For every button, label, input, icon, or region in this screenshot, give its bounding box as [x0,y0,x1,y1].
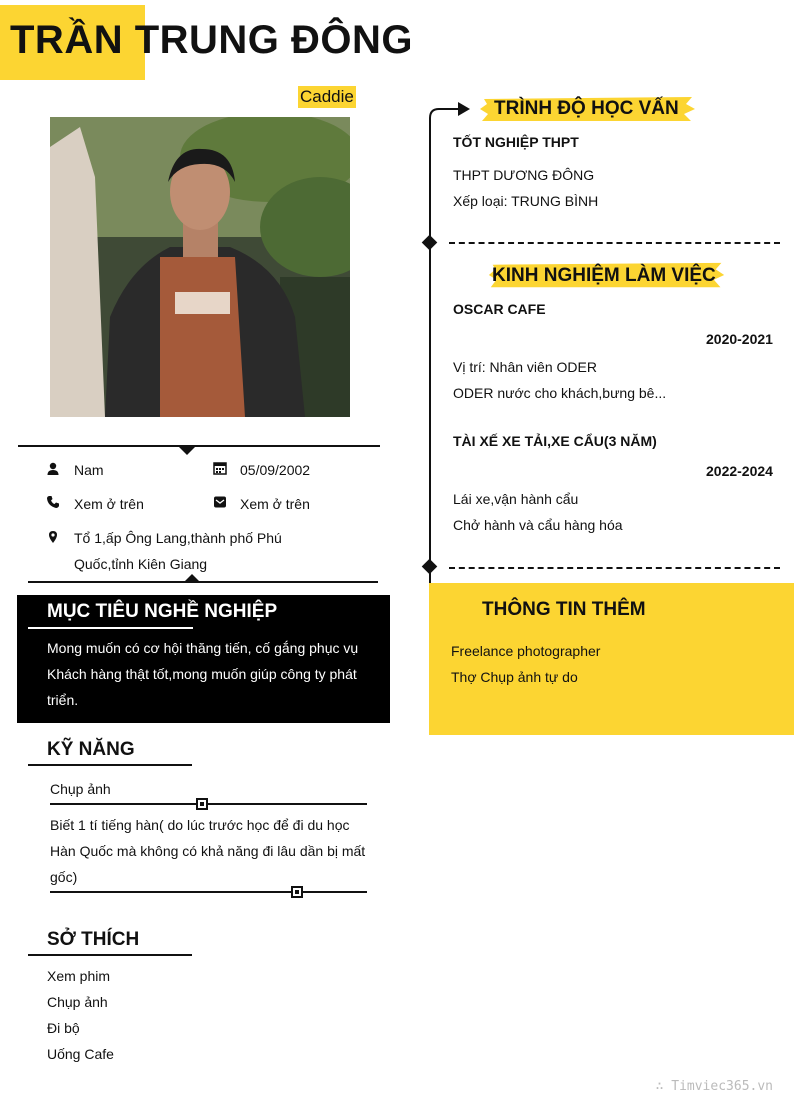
hobby-item: Chụp ảnh [47,994,108,1010]
profile-photo [50,117,350,417]
hobbies-title: SỞ THÍCH [47,929,140,950]
address-line-1: Tổ 1,ấp Ông Lang,thành phố Phú [74,530,282,546]
objective-underline [28,627,193,629]
skill-name: Chụp ảnh [50,781,111,797]
divider [28,581,378,583]
objective-title: MỤC TIÊU NGHỀ NGHIỆP [47,601,278,622]
education-degree: TỐT NGHIỆP THPT [453,134,579,150]
hobbies-list [47,963,114,1067]
section-separator [449,567,780,569]
email: Xem ở trên [240,496,310,512]
hobby-item: Uống Cafe [47,1046,114,1062]
calendar-icon [213,461,227,475]
hobby-item: Xem phim [47,968,111,984]
address-line-2: Quốc,tỉnh Kiên Giang [74,556,208,572]
watermark: ∴ Timviec365.vn [655,1079,773,1094]
job-description: Vị trí: Nhân viên ODER ODER nước cho khách,bưng bê... [453,359,667,401]
skill-bar [50,891,367,893]
job-company: TÀI XẾ XE TẢI,XE CẨU(3 NĂM) [453,433,657,449]
extra-info-text: Freelance photographer Thợ Chụp ảnh tự do [451,643,601,685]
hobbies-underline [28,954,192,956]
job-period: 2020-2021 [706,331,773,347]
job-period: 2022-2024 [706,463,773,479]
education-details: THPT DƯƠNG ĐÔNG Xếp loại: TRUNG BÌNH [453,167,599,209]
extra-info-title: THÔNG TIN THÊM [482,599,646,620]
skills-title: KỸ NĂNG [47,739,135,760]
skill-name: Biết 1 tí tiếng hàn( do lúc trước học để đi du học Hàn Quốc mà không có khả năng đi lâu dần bị mất gốc) [50,817,366,885]
skill-bar [50,803,367,805]
job-company: OSCAR CAFE [453,301,546,317]
user-icon [46,462,60,476]
divider-arrow [179,447,195,455]
experience-title: KINH NGHIỆM LÀM VIỆC [492,265,716,286]
candidate-name: TRẦN TRUNG ĐÔNG [10,18,414,62]
education-title: TRÌNH ĐỘ HỌC VẤN [494,98,679,119]
job-title: Caddie [300,87,354,106]
map-pin-icon [46,530,60,544]
divider [18,445,380,447]
email-icon [213,495,227,509]
phone: Xem ở trên [74,496,144,512]
skills-underline [28,764,192,766]
gender: Nam [74,462,104,478]
section-separator [449,242,780,244]
hobby-item: Đi bộ [47,1020,80,1036]
birthday: 05/09/2002 [240,462,311,478]
job-description: Lái xe,vận hành cẩu Chở hành và cẩu hàng hóa [453,491,623,533]
skill-level-handle [196,798,208,810]
skill-level-handle [291,886,303,898]
phone-icon [46,495,60,509]
objective-text: Mong muốn có cơ hội thăng tiến, cố gắng phục vụ Khách hàng thật tốt,mong muốn giúp công ty phát triển. [47,640,359,708]
